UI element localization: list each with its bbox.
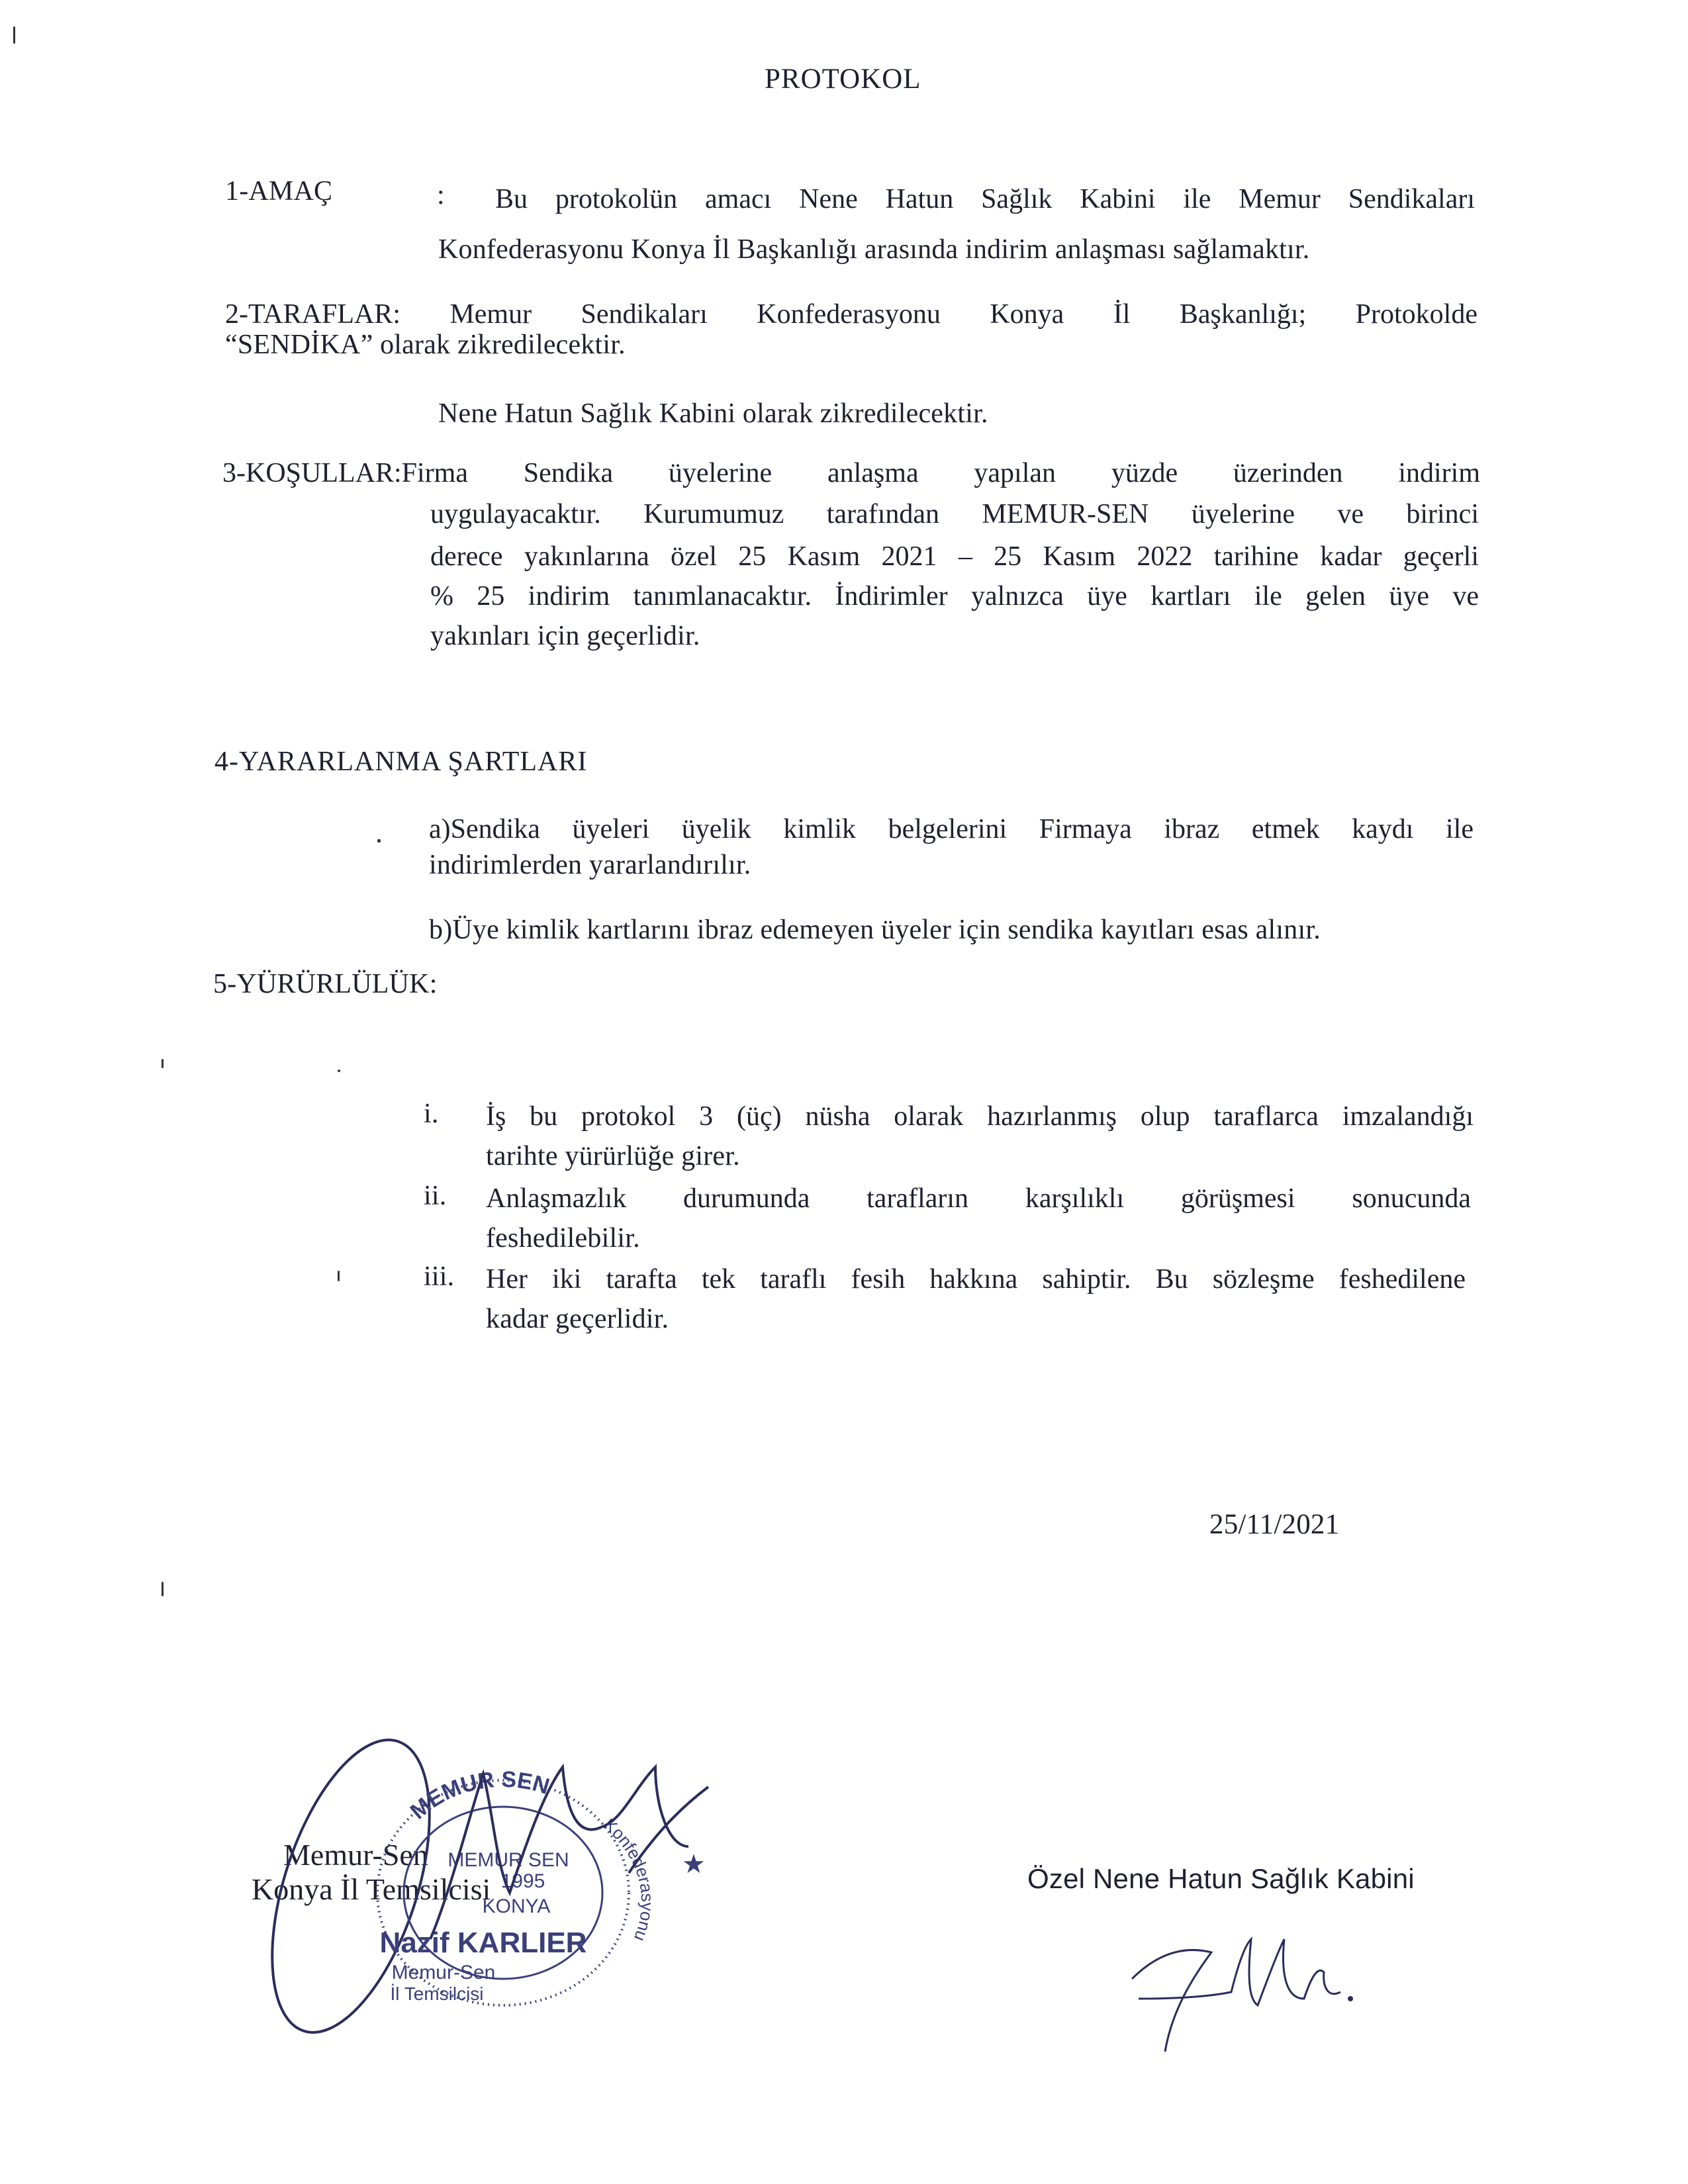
- section-kosullar-line-4: % 25 indirim tanımlanacaktır. İndirimler yalnızca üye kartları ile gelen üye ve: [430, 581, 1479, 612]
- page-title: PROTOKOL: [765, 64, 921, 95]
- memur-sen-stamp: [232, 1694, 761, 2065]
- section-kosullar-line-1: 3-KOŞULLAR:Firma Sendika üyelerine anlaşma yapılan yüzde üzerinden indirim: [222, 458, 1480, 488]
- scan-mark: [338, 1069, 340, 1072]
- section-amac-line-1: Bu protokolün amacı Nene Hatun Sağlık Kabini ile Memur Sendikaları: [495, 184, 1475, 214]
- section-yararlanma-a-line-1: a)Sendika üyeleri üyelik kimlik belgelerini Firmaya ibraz etmek kaydı ile: [429, 814, 1474, 844]
- section-yararlanma-a-line-2: indirimlerden yararlandırılır.: [429, 850, 751, 880]
- section-yararlanma-heading: 4-YARARLANMA ŞARTLARI: [214, 747, 588, 777]
- right-signature: [1112, 1899, 1364, 2071]
- stamp-name: Nazif KARLIER: [379, 1927, 587, 1959]
- yururluk-item-2-num: ii.: [424, 1181, 447, 1211]
- right-signature-stroke: [1132, 1939, 1340, 2052]
- scan-mark: [338, 1271, 340, 1281]
- section-yururluk-heading: 5-YÜRÜRLÜLÜK:: [213, 969, 438, 999]
- right-signature-dot: [1348, 1996, 1353, 2001]
- stamp-center-text-1: MEMUR SEN: [447, 1849, 569, 1871]
- section-amac-line-2: Konfederasyonu Konya İl Başkanlığı arasında indirim anlaşması sağlamaktır.: [438, 234, 1310, 265]
- yururluk-item-3-line-1: Her iki tarafta tek taraflı fesih hakkına sahiptir. Bu sözleşme feshedilene: [486, 1264, 1466, 1295]
- right-signatory-line-1: Özel Nene Hatun Sağlık Kabini: [1027, 1863, 1415, 1894]
- yururluk-item-1-line-2: tarihte yürürlüğe girer.: [486, 1141, 740, 1171]
- section-taraflar-line-3: Nene Hatun Sağlık Kabini olarak zikredilecektir.: [438, 398, 988, 429]
- yururluk-item-2-line-2: feshedilebilir.: [486, 1223, 640, 1253]
- yururluk-item-2-line-1: Anlaşmazlık durumunda tarafların karşılıklı görüşmesi sonucunda: [486, 1183, 1471, 1214]
- section-kosullar-line-3: derece yakınlarına özel 25 Kasım 2021 – 25 Kasım 2022 tarihine kadar geçerli: [430, 541, 1479, 572]
- stamp-star-icon: ★: [682, 1850, 706, 1879]
- stamp-title-1: Memur-Sen: [391, 1962, 496, 1983]
- section-kosullar-line-5: yakınları için geçerlidir.: [430, 621, 700, 651]
- scan-mark: [13, 26, 15, 44]
- scan-mark: [162, 1059, 164, 1068]
- section-kosullar-line-2: uygulayacaktır. Kurumumuz tarafından MEMUR-SEN üyelerine ve birinci: [430, 499, 1479, 529]
- scan-mark: [162, 1582, 164, 1596]
- yururluk-item-1-line-1: İş bu protokol 3 (üç) nüsha olarak hazırlanmış olup taraflarca imzalandığı: [486, 1101, 1474, 1132]
- document-date: 25/11/2021: [1209, 1509, 1340, 1540]
- section-yararlanma-b-line-1: b)Üye kimlik kartlarını ibraz edemeyen üyeler için sendika kayıtları esas alınır.: [429, 915, 1321, 945]
- stamp-ring-right-text: Konfederasyonu: [600, 1814, 658, 1944]
- scan-mark: [377, 839, 381, 842]
- yururluk-item-3-num: iii.: [424, 1261, 455, 1292]
- section-amac-heading: 1-AMAÇ: [225, 176, 333, 206]
- stamp-ring-top-text: MEMUR SEN: [405, 1766, 553, 1825]
- left-signatory-line-1: Memur-Sen: [283, 1838, 428, 1872]
- section-amac-colon: :: [437, 180, 445, 210]
- stamp-title-2: İl Temsilcisi: [390, 1983, 484, 2004]
- yururluk-item-3-line-2: kadar geçerlidir.: [486, 1304, 669, 1334]
- yururluk-item-1-num: i.: [424, 1099, 439, 1129]
- section-taraflar-line-1: 2-TARAFLAR: Memur Sendikaları Konfederasyonu Konya İl Başkanlığı; Protokolde: [225, 299, 1477, 330]
- left-signatory-line-2: Konya İl Temsilcisi: [252, 1872, 491, 1906]
- stamp-center-text-3: KONYA: [482, 1895, 551, 1917]
- section-taraflar-line-2: “SENDİKA” olarak zikredilecektir.: [225, 330, 626, 360]
- stamp-center-text-2: 1995: [500, 1870, 545, 1892]
